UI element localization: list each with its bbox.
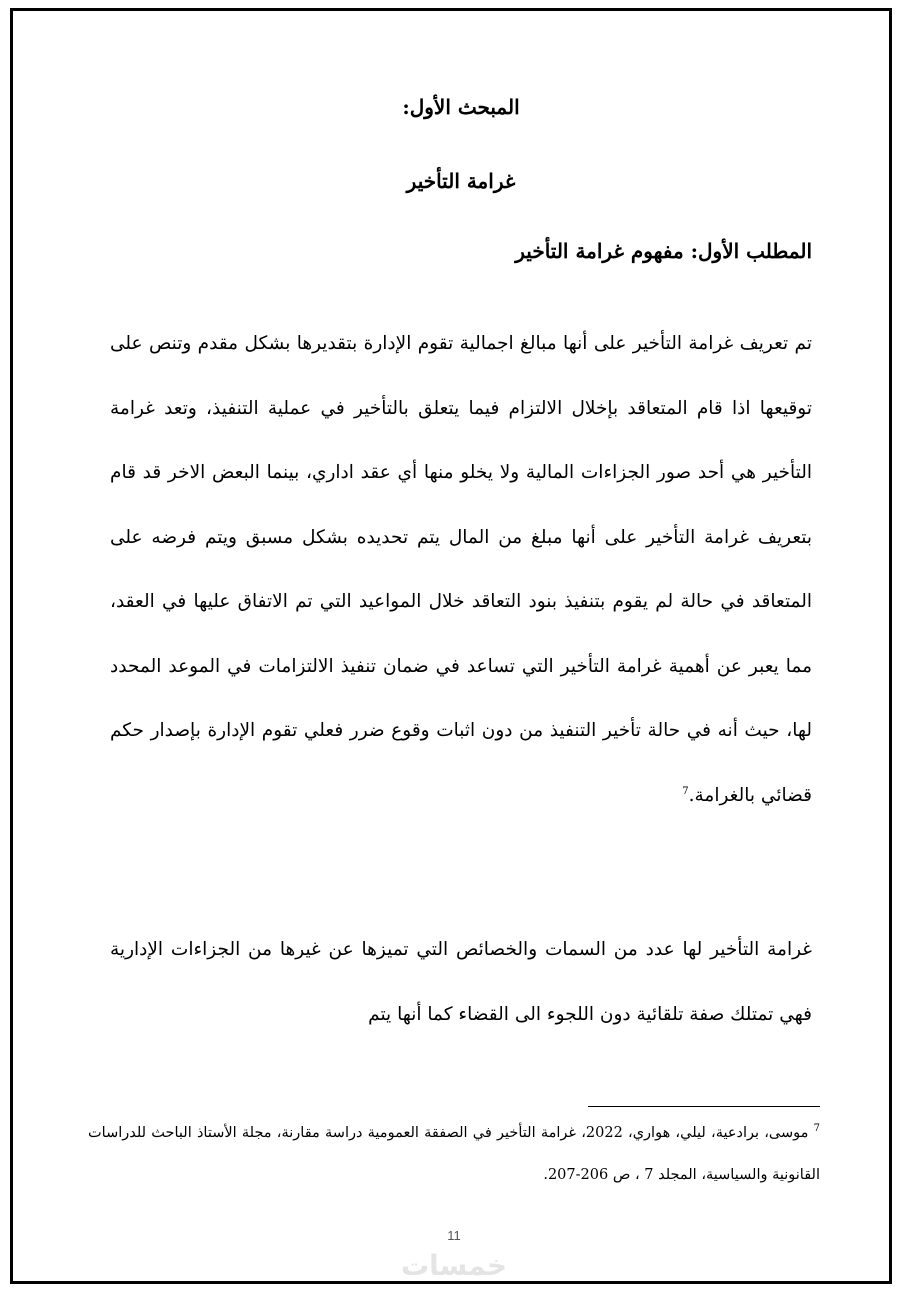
paragraph-1-text: تم تعريف غرامة التأخير على أنها مبالغ اجمالية تقوم الإدارة بتقديرها بشكل مقدم وتنص على توقيعها اذا قام المتعاقد بإخلال الالتزام فيما يتعلق بالتأخير في عملية التنفيذ، وتعد غرامة التأخير هي أحد صور الجزاءات المالية ولا يخلو منها أي عقد اداري، بينما البعض الاخر قد قام بتعريف غرامة التأخير على أنها مبلغ من المال يتم تحديده بشكل مسبق ويتم فرضه على المتعاقد في حالة لم يقوم بتنفيذ بنود التعاقد خلال المواعيد التي تم الاتفاق عليها في العقد، مما يعبر عن أهمية غرامة التأخير التي تساعد في ضمان تنفيذ الالتزامات في الموعد المحدد لها، حيث أنه في حالة تأخير التنفيذ من دون اثبات وقوع ضرر فعلي تقوم الإدارة بإصدار حكم قضائي بالغرامة. (110, 333, 812, 806)
section-title: المبحث الأول: (402, 95, 520, 119)
footnote-text: موسى، برادعية، ليلي، هواري، 2022، غرامة التأخير في الصفقة العمومية دراسة مقارنة، مجلة الأستاذ الباحث للدراسات القانونية والسياسية، المجلد 7 ، ص 206-207. (88, 1125, 820, 1183)
footnote (88, 1112, 820, 1196)
watermark-logo: خمسات (400, 1249, 508, 1282)
footnote-separator (588, 1106, 820, 1107)
section-subtitle: غرامة التأخير (406, 169, 516, 193)
paragraph-1 (110, 312, 812, 828)
footnote-reference: 7 (682, 785, 689, 797)
subsection-title: المطلب الأول: مفهوم غرامة التأخير (515, 239, 812, 263)
page-number: 11 (447, 1228, 461, 1243)
paragraph-2: غرامة التأخير لها عدد من السمات والخصائص التي تميزها عن غيرها من الجزاءات الإدارية فهي تمتلك صفة تلقائية دون اللجوء الى القضاء كما أنها يتم (110, 939, 812, 1025)
footnote-number: 7 (813, 1123, 821, 1135)
